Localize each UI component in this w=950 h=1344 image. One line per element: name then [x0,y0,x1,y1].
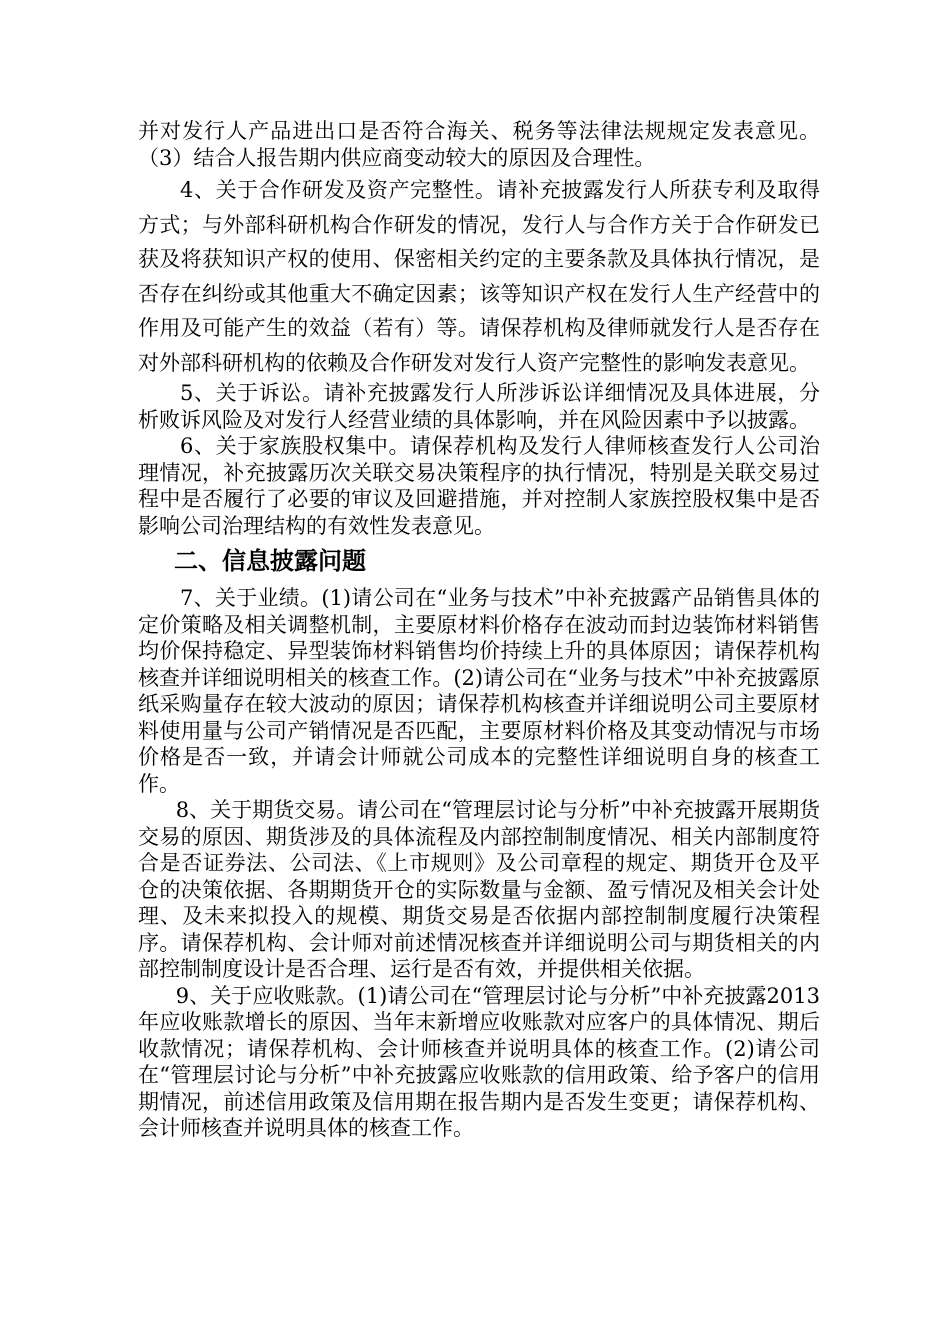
paragraph-item9: 9、关于应收账款。(1)请公司在“管理层讨论与分析”中补充披露2013年应收账款增长的原因、当年末新增应收账款对应客户的具体情况、期后收款情况；请保荐机构、会计师核查并说明具体的核查工作。(2)请公司在“管理层讨论与分析”中补充披露应收账款的信用政策、给予客户的信用期情况，前述信用政策及信用期在报告期内是否发生变更；请保荐机构、会计师核查并说明具体的核查工作。 [138,983,820,1140]
section-heading: 二、信息披露问题 [174,547,366,575]
paragraph-item8: 8、关于期货交易。请公司在“管理层讨论与分析”中补充披露开展期货交易的原因、期货涉及的具体流程及内部控制制度情况、相关内部制度符合是否证券法、公司法、《上市规则》及公司章程的规定、期货开仓及平仓的决策依据、各期期货开仓的实际数量与金额、盈亏情况及相关会计处理、及未来拟投入的规模、期货交易是否依据内部控制制度履行决策程序。请保荐机构、会计师对前述情况核查并详细说明公司与期货相关的内部控制制度设计是否合理、运行是否有效，并提供相关依据。 [138,798,820,981]
paragraph-item5: 5、关于诉讼。请补充披露发行人所涉诉讼详细情况及具体进展，分析败诉风险及对发行人经营业绩的具体影响，并在风险因素中予以披露。 [138,381,820,432]
paragraph-item3-continuation: 并对发行人产品进出口是否符合海关、税务等法律法规规定发表意见。（3）结合人报告期内供应商变动较大的原因及合理性。 [138,119,820,170]
paragraph-item6: 6、关于家族股权集中。请保荐机构及发行人律师核查发行人公司治理情况，补充披露历次关联交易决策程序的执行情况，特别是关联交易过程中是否履行了必要的审议及回避措施，并对控制人家族控股权集中是否影响公司治理结构的有效性发表意见。 [138,434,820,538]
document-page [138,118,820,1142]
paragraph-item7: 7、关于业绩。(1)请公司在“业务与技术”中补充披露产品销售具体的定价策略及相关调整机制，主要原材料价格存在波动而封边装饰材料销售均价保持稳定、异型装饰材料销售均价持续上升的具体原因；请保荐机构核查并详细说明相关的核查工作。(2)请公司在“业务与技术”中补充披露原纸采购量存在较大波动的原因；请保荐机构核查并详细说明公司主要原材料使用量与公司产销情况是否匹配，主要原材料价格及其变动情况与市场价格是否一致，并请会计师就公司成本的完整性详细说明自身的核查工作。 [138,586,820,796]
paragraph-item4: 4、关于合作研发及资产完整性。请补充披露发行人所获专利及取得方式；与外部科研机构合作研发的情况，发行人与合作方关于合作研发已获及将获知识产权的使用、保密相关约定的主要条款及具体执行情况，是否存在纠纷或其他重大不确定因素；该等知识产权在发行人生产经营中的作用及可能产生的效益（若有）等。请保荐机构及律师就发行人是否存在对外部科研机构的依赖及合作研发对发行人资产完整性的影响发表意见。 [138,178,820,375]
